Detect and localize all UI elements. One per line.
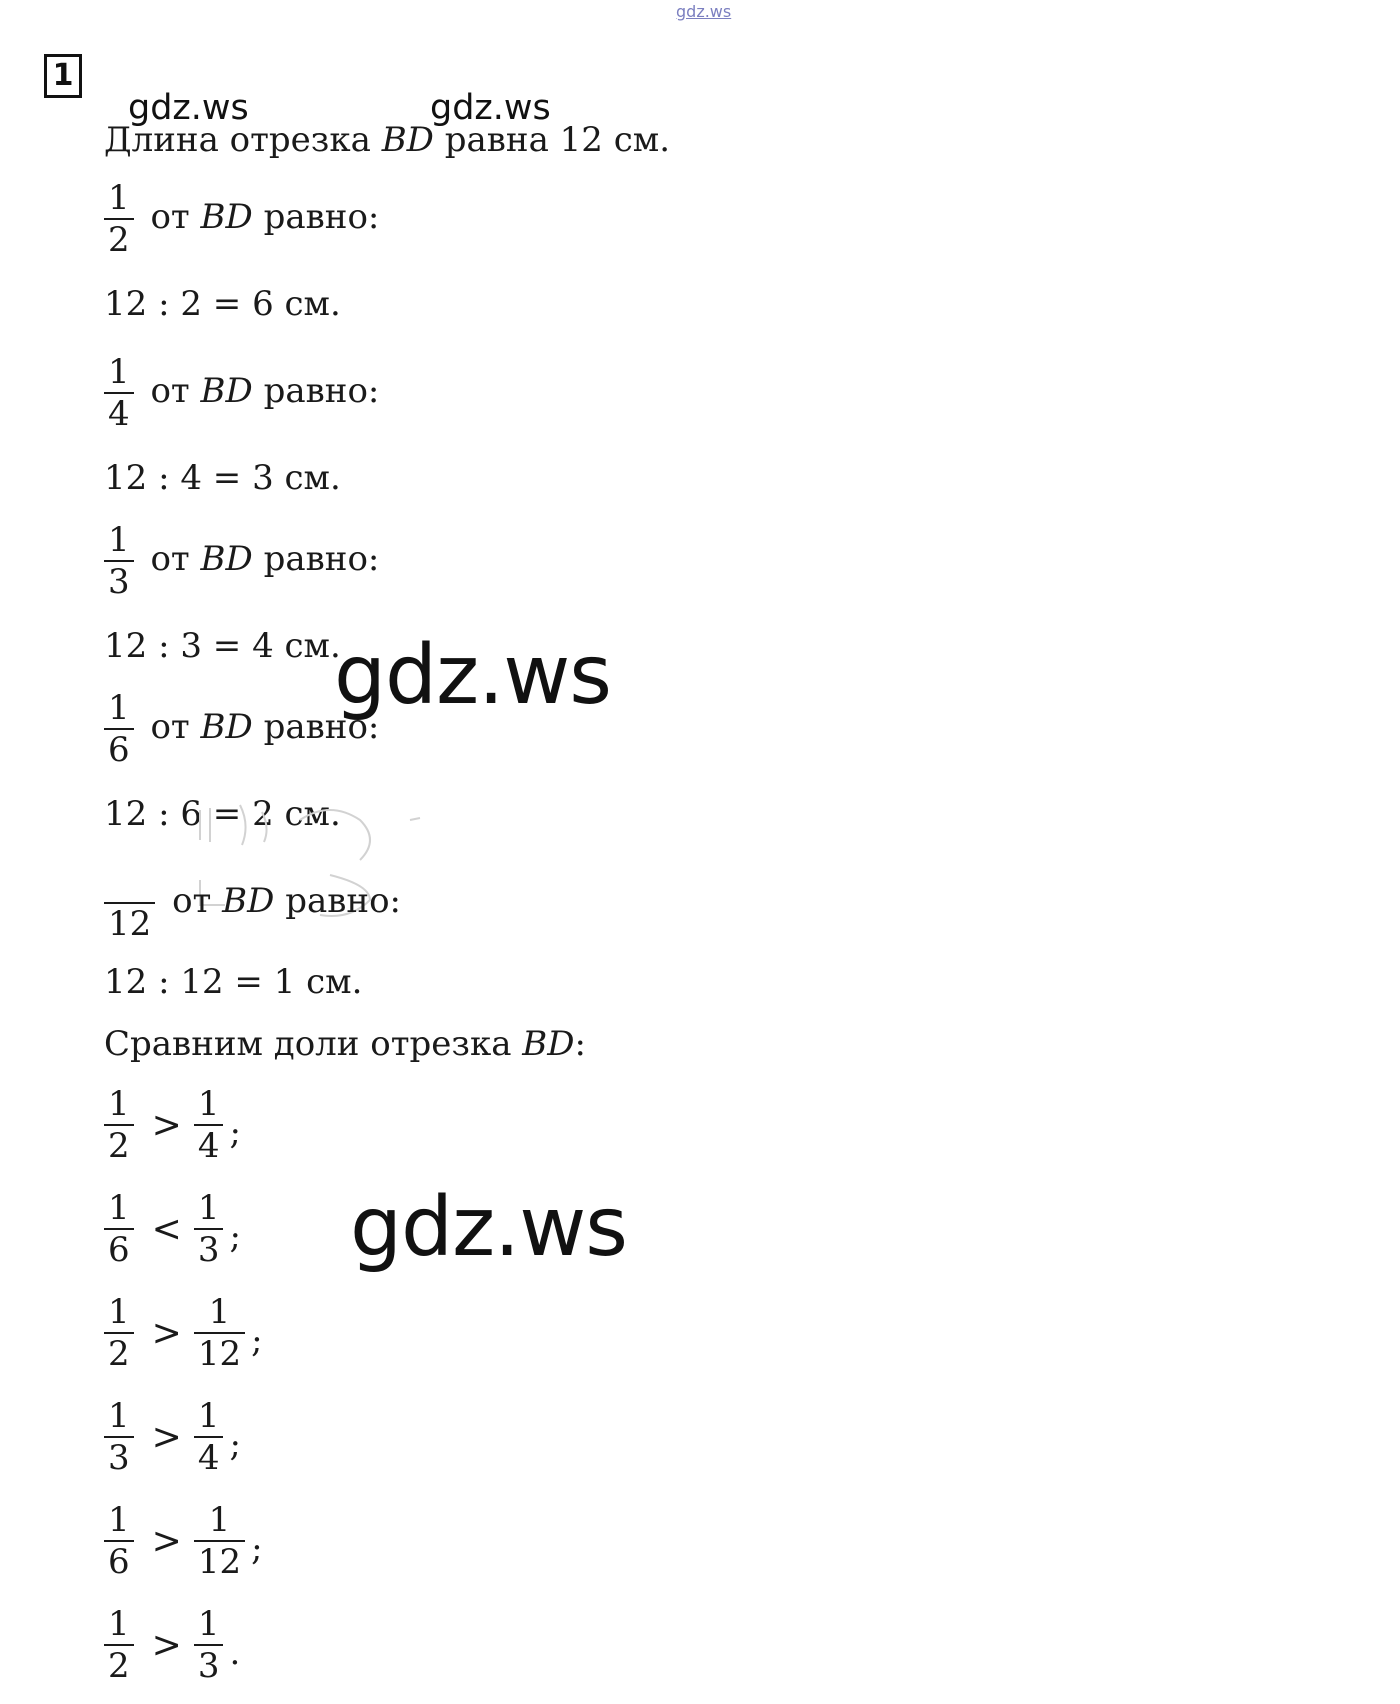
comparison-row [104,1396,241,1478]
numerator: 1 [108,520,130,560]
fraction-line [104,178,379,260]
segment-var: BD [200,197,253,237]
heading-colon: : [574,1024,586,1064]
segment-var: BD [222,881,275,921]
equals-text: равно: [252,539,380,579]
numerator: 1 [108,1604,130,1644]
calculation-line: 12 : 3 = 4 см. [104,626,341,666]
equals-text: равно: [274,881,401,921]
denominator: 2 [104,1124,134,1166]
watermark: gdz.ws [430,88,551,128]
numerator: 1 [108,1084,130,1124]
equals-text: равно: [252,371,380,411]
of-text: от [161,881,223,921]
punctuation: ; [229,1425,241,1465]
fraction-line [104,520,379,602]
numerator: 1 [108,688,130,728]
comparison-operator: > [151,1416,182,1458]
comparison-operator: > [151,1104,182,1146]
fraction [104,352,134,434]
fraction-line [104,352,379,434]
fraction [104,688,134,770]
denominator: 4 [104,392,134,434]
comparison-row [104,1084,241,1166]
equals-text: равно: [252,707,380,747]
numerator: 1 [197,1188,220,1228]
task-number-box: 1 [44,54,82,98]
denominator: 3 [194,1644,224,1686]
of-text: от [139,707,201,747]
fraction [104,862,155,944]
watermark: gdz.ws [128,88,249,128]
numerator [126,862,134,902]
denominator: 4 [194,1436,224,1478]
fraction-line [104,862,401,944]
equals-text: равно: [252,197,380,237]
denominator: 2 [104,1644,134,1686]
intro-rest: равна 12 см. [433,120,671,160]
numerator: 1 [208,1500,231,1540]
denominator: 4 [194,1124,224,1166]
punctuation: ; [229,1217,241,1257]
denominator: 12 [104,902,155,944]
comparison-row [104,1604,240,1686]
comparison-operator: > [151,1312,182,1354]
intro-line [104,120,670,160]
denominator: 12 [194,1332,245,1374]
intro-text: Длина отрезка [104,120,382,160]
comparison-row [104,1188,241,1270]
denominator: 12 [194,1540,245,1582]
numerator: 1 [208,1292,231,1332]
numerator: 1 [108,1500,130,1540]
numerator: 1 [197,1604,220,1644]
calculation-line: 12 : 12 = 1 см. [104,962,363,1002]
comparison-operator: > [151,1520,182,1562]
compare-heading [104,1024,586,1064]
watermark-large: gdz.ws [350,1180,627,1275]
denominator: 3 [104,1436,134,1478]
punctuation: . [229,1633,241,1673]
comparison-row [104,1500,263,1582]
denominator: 6 [104,728,134,770]
denominator: 6 [104,1540,134,1582]
punctuation: ; [251,1321,263,1361]
fraction-line [104,688,379,770]
numerator: 1 [197,1396,220,1436]
calculation-line: 12 : 6 = 2 см. [104,794,341,834]
fraction [104,178,134,260]
comparison-operator: < [151,1208,182,1250]
calculation-line: 12 : 4 = 3 см. [104,458,341,498]
denominator: 3 [194,1228,224,1270]
numerator: 1 [197,1084,220,1124]
watermark-large: gdz.ws [334,628,611,723]
segment-var: BD [200,539,253,579]
calculation-line: 12 : 2 = 6 см. [104,284,341,324]
denominator: 6 [104,1228,134,1270]
comparison-row [104,1292,263,1374]
segment-var: BD [200,707,253,747]
numerator: 1 [108,178,130,218]
fraction [104,520,134,602]
numerator: 1 [108,1396,130,1436]
watermark-top: gdz.ws [676,2,732,21]
punctuation: ; [251,1529,263,1569]
numerator: 1 [108,1292,130,1332]
comparison-operator: > [151,1624,182,1666]
segment-var: BD [522,1024,575,1064]
numerator: 1 [108,352,130,392]
denominator: 2 [104,1332,134,1374]
punctuation: ; [229,1113,241,1153]
of-text: от [139,197,201,237]
of-text: от [139,539,201,579]
of-text: от [139,371,201,411]
compare-heading-text: Сравним доли отрезка [104,1024,523,1064]
denominator: 3 [104,560,134,602]
numerator: 1 [108,1188,130,1228]
segment-var: BD [200,371,253,411]
segment-var: BD [381,120,434,160]
denominator: 2 [104,218,134,260]
